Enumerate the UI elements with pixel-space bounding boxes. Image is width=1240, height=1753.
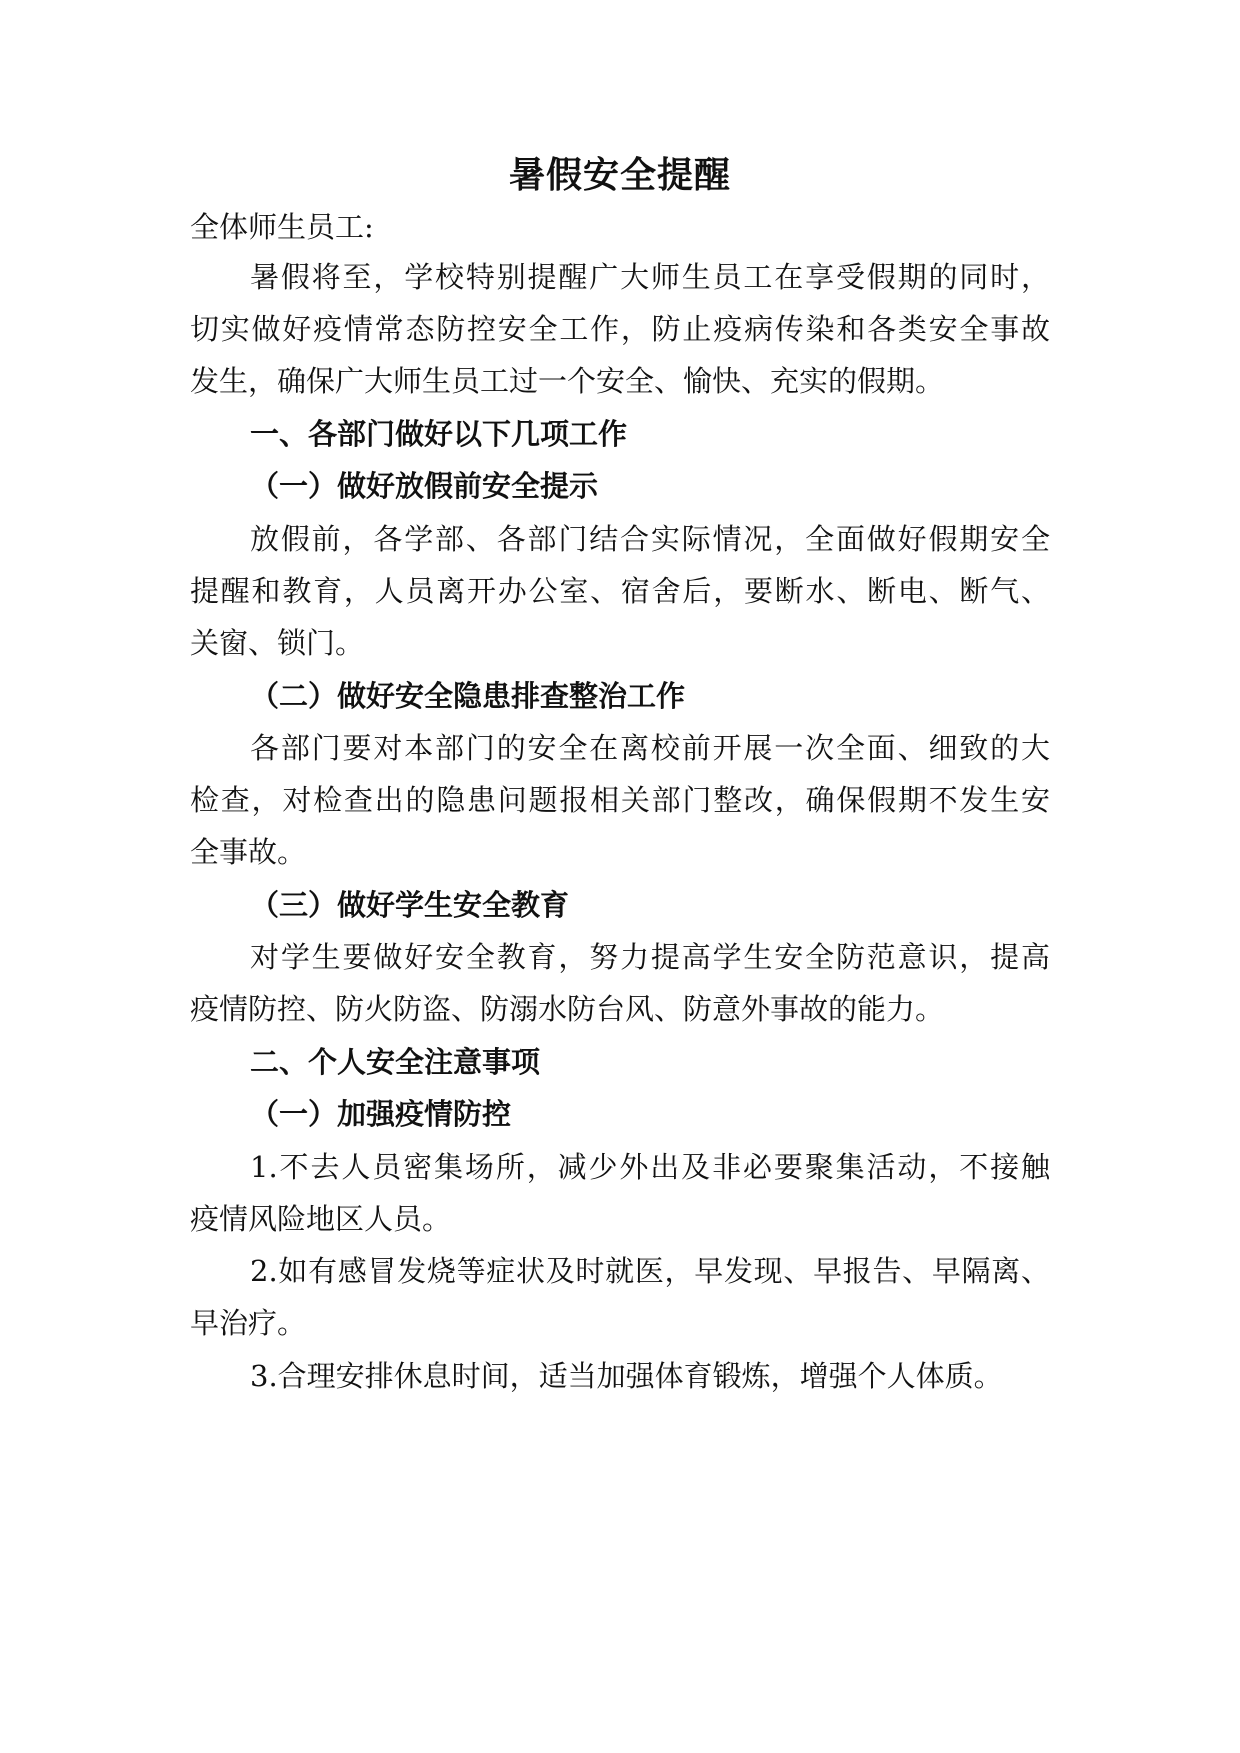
paragraph-line: 检查，对检查出的隐患问题报相关部门整改，确保假期不发生安 [190,783,1050,817]
subsection-heading: （一）加强疫情防控 [250,1097,512,1131]
list-item-line: 早治疗。 [190,1306,307,1340]
intro-line: 暑假将至，学校特别提醒广大师生员工在享受假期的同时， [250,260,1050,294]
document-title: 暑假安全提醒 [508,154,731,196]
paragraph-line: 关窗、锁门。 [190,626,365,660]
paragraph-line: 放假前，各学部、各部门结合实际情况，全面做好假期安全 [250,522,1050,556]
intro-line: 切实做好疫情常态防控安全工作，防止疫病传染和各类安全事故 [190,312,1050,346]
list-item-line: 3.合理安排休息时间，适当加强体育锻炼，增强个人体质。 [250,1359,1003,1393]
list-item-line: 2.如有感冒发烧等症状及时就医，早发现、早报告、早隔离、 [250,1254,1050,1288]
paragraph-line: 疫情防控、防火防盗、防溺水防台风、防意外事故的能力。 [190,992,945,1026]
salutation: 全体师生员工: [190,210,374,244]
paragraph-line: 各部门要对本部门的安全在离校前开展一次全面、细致的大 [250,731,1050,765]
section-heading: 一、各部门做好以下几项工作 [250,417,628,451]
paragraph-line: 提醒和教育，人员离开办公室、宿舍后，要断水、断电、断气、 [190,574,1050,608]
subsection-heading: （二）做好安全隐患排查整治工作 [250,679,686,713]
section-heading: 二、个人安全注意事项 [250,1045,541,1079]
list-item-line: 1.不去人员密集场所，减少外出及非必要聚集活动，不接触 [250,1150,1050,1184]
subsection-heading: （三）做好学生安全教育 [250,888,570,922]
paragraph-line: 对学生要做好安全教育，努力提高学生安全防范意识，提高 [250,940,1050,974]
subsection-heading: （一）做好放假前安全提示 [250,469,599,503]
list-item-line: 疫情风险地区人员。 [190,1202,452,1236]
intro-line: 发生，确保广大师生员工过一个安全、愉快、充实的假期。 [190,364,945,398]
paragraph-line: 全事故。 [190,835,307,869]
